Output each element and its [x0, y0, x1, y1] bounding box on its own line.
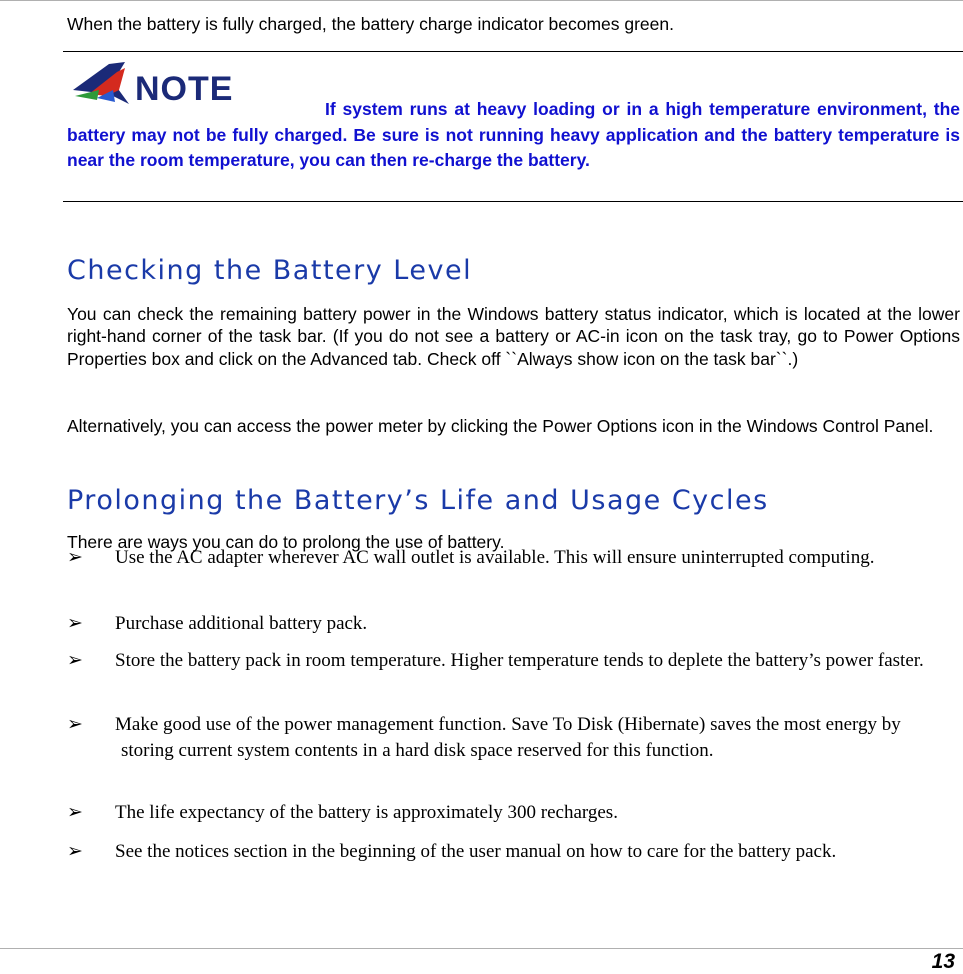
note-logo-text: NOTE — [135, 70, 234, 108]
paragraph-power-meter: Alternatively, you can access the power meter by clicking the Power Options icon in the Windows Control Panel. — [67, 415, 934, 436]
list-item — [67, 611, 937, 637]
arrow-bullet-icon: ➢ — [67, 546, 83, 568]
arrow-bullet-icon: ➢ — [67, 801, 83, 823]
page-number: 13 — [931, 950, 955, 973]
section-heading-checking-battery: Checking the Battery Level — [67, 255, 473, 287]
list-item-text: See the notices section in the beginning of the user manual on how to care for the battery pack. — [115, 841, 837, 862]
arrow-bullet-icon: ➢ — [67, 840, 83, 862]
note-bottom-rule — [63, 201, 963, 202]
footer-divider — [0, 948, 963, 949]
paragraph-battery-indicator: You can check the remaining battery power in the Windows battery status indicator, which is located at the lower right-hand corner of the task bar. (If you do not see a battery or AC-in icon on the task tray, go to Power Options Properties box and click on the Advanced tab. Check off ``Always show icon on the task bar``.) — [67, 303, 960, 369]
section-heading-prolonging-battery: Prolonging the Battery’s Life and Usage Cycles — [67, 485, 769, 517]
arrow-bullet-icon: ➢ — [67, 713, 83, 735]
list-item-text: Store the battery pack in room temperature. Higher temperature tends to deplete the battery’s power faster. — [115, 650, 924, 671]
list-item — [67, 839, 937, 865]
arrow-bullet-icon: ➢ — [67, 612, 83, 634]
list-item-text: Make good use of the power management function. Save To Disk (Hibernate) saves the most energy by storing current system contents in a hard disk space reserved for this function. — [115, 714, 901, 761]
list-item — [67, 712, 937, 763]
list-item-text: The life expectancy of the battery is approximately 300 recharges. — [115, 802, 618, 823]
list-item — [67, 545, 937, 571]
list-item-text: Use the AC adapter wherever AC wall outlet is available. This will ensure uninterrupted computing. — [115, 547, 875, 568]
intro-text: When the battery is fully charged, the battery charge indicator becomes green. — [67, 14, 674, 34]
arrow-bullet-icon: ➢ — [67, 649, 83, 671]
note-top-rule — [63, 51, 963, 52]
list-item-text: Purchase additional battery pack. — [115, 613, 368, 634]
paragraph-prolong-intro: There are ways you can do to prolong the use of battery. — [67, 531, 505, 552]
list-item — [67, 800, 937, 826]
list-item — [67, 648, 937, 674]
top-divider — [0, 0, 963, 1]
note-text: If system runs at heavy loading or in a high temperature environment, the battery may not be fully charged. Be sure is not running heavy application and the battery temperature is near the room temperature, you can then re-charge the battery. — [67, 99, 960, 170]
